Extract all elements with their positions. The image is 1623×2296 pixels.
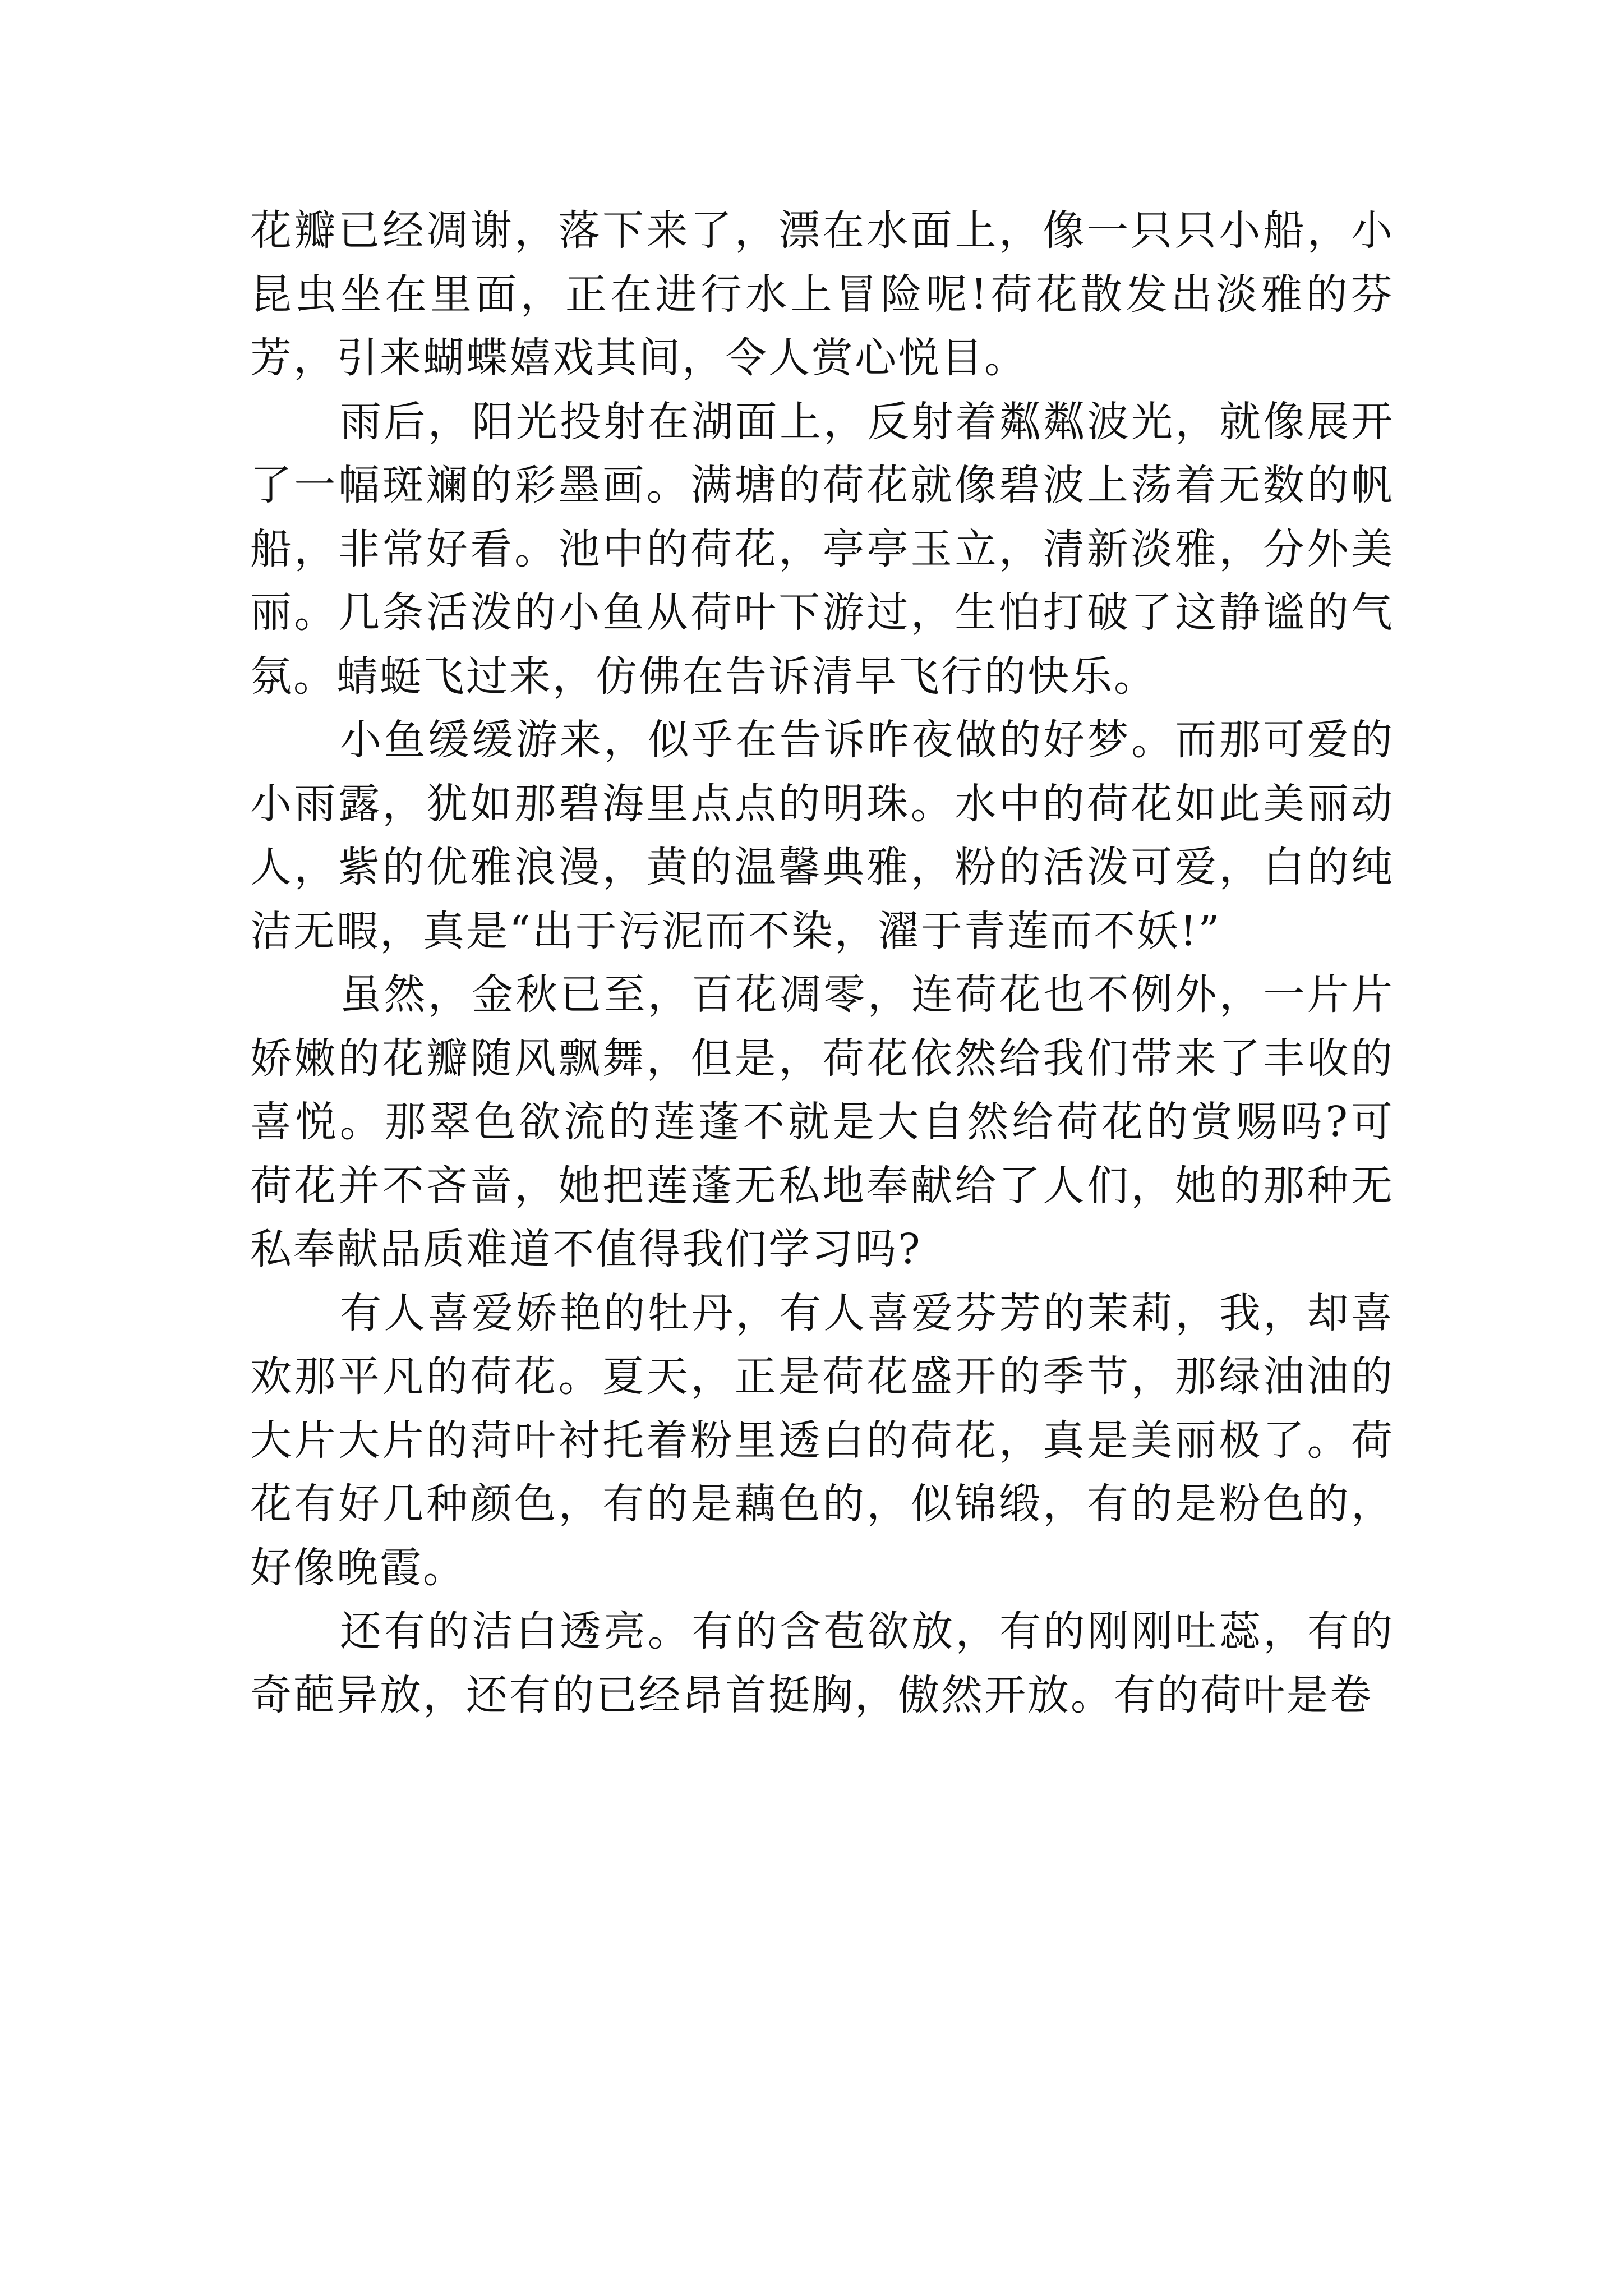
paragraph-5: 有人喜爱娇艳的牡丹，有人喜爱芬芳的茉莉，我，却喜欢那平凡的荷花。夏天，正是荷花盛开的季节，那绿油油的大片大片的菏叶衬托着粉里透白的荷花，真是美丽极了。荷花有好几种颜色，有的是藕色的，似锦缎，有的是粉色的，好像晚霞。 <box>250 1289 1394 1592</box>
paragraph-3: 小鱼缓缓游来，似乎在告诉昨夜做的好梦。而那可爱的小雨露，犹如那碧海里点点的明珠。水中的荷花如此美丽动人，紫的优雅浪漫，黄的温馨典雅，粉的活泼可爱，白的纯洁无暇，真是“出于污泥而不染，濯于青莲而不妖!” <box>250 716 1394 955</box>
paragraph-2: 雨后，阳光投射在湖面上，反射着粼粼波光，就像展开了一幅斑斓的彩墨画。满塘的荷花就像碧波上荡着无数的帆船，非常好看。池中的荷花，亭亭玉立，清新淡雅，分外美丽。几条活泼的小鱼从荷叶下游过，生怕打破了这静谧的气氛。蜻蜓飞过来，仿佛在告诉清早飞行的快乐。 <box>250 397 1394 701</box>
paragraph-1: 花瓣已经凋谢，落下来了，漂在水面上，像一只只小船，小昆虫坐在里面，正在进行水上冒险呢!荷花散发出淡雅的芬芳，引来蝴蝶嬉戏其间，令人赏心悦目。 <box>250 206 1394 382</box>
document-body <box>250 199 1394 1727</box>
paragraph-4: 虽然，金秋已至，百花凋零，连荷花也不例外，一片片娇嫩的花瓣随风飘舞，但是，荷花依然给我们带来了丰收的喜悦。那翠色欲流的莲蓬不就是大自然给荷花的赏赐吗?可荷花并不吝啬，她把莲蓬无私地奉献给了人们，她的那种无私奉献品质难道不值得我们学习吗? <box>250 970 1394 1273</box>
paragraph-6: 还有的洁白透亮。有的含苞欲放，有的刚刚吐蕊，有的奇葩异放，还有的已经昂首挺胸，傲然开放。有的荷叶是卷 <box>250 1607 1394 1719</box>
